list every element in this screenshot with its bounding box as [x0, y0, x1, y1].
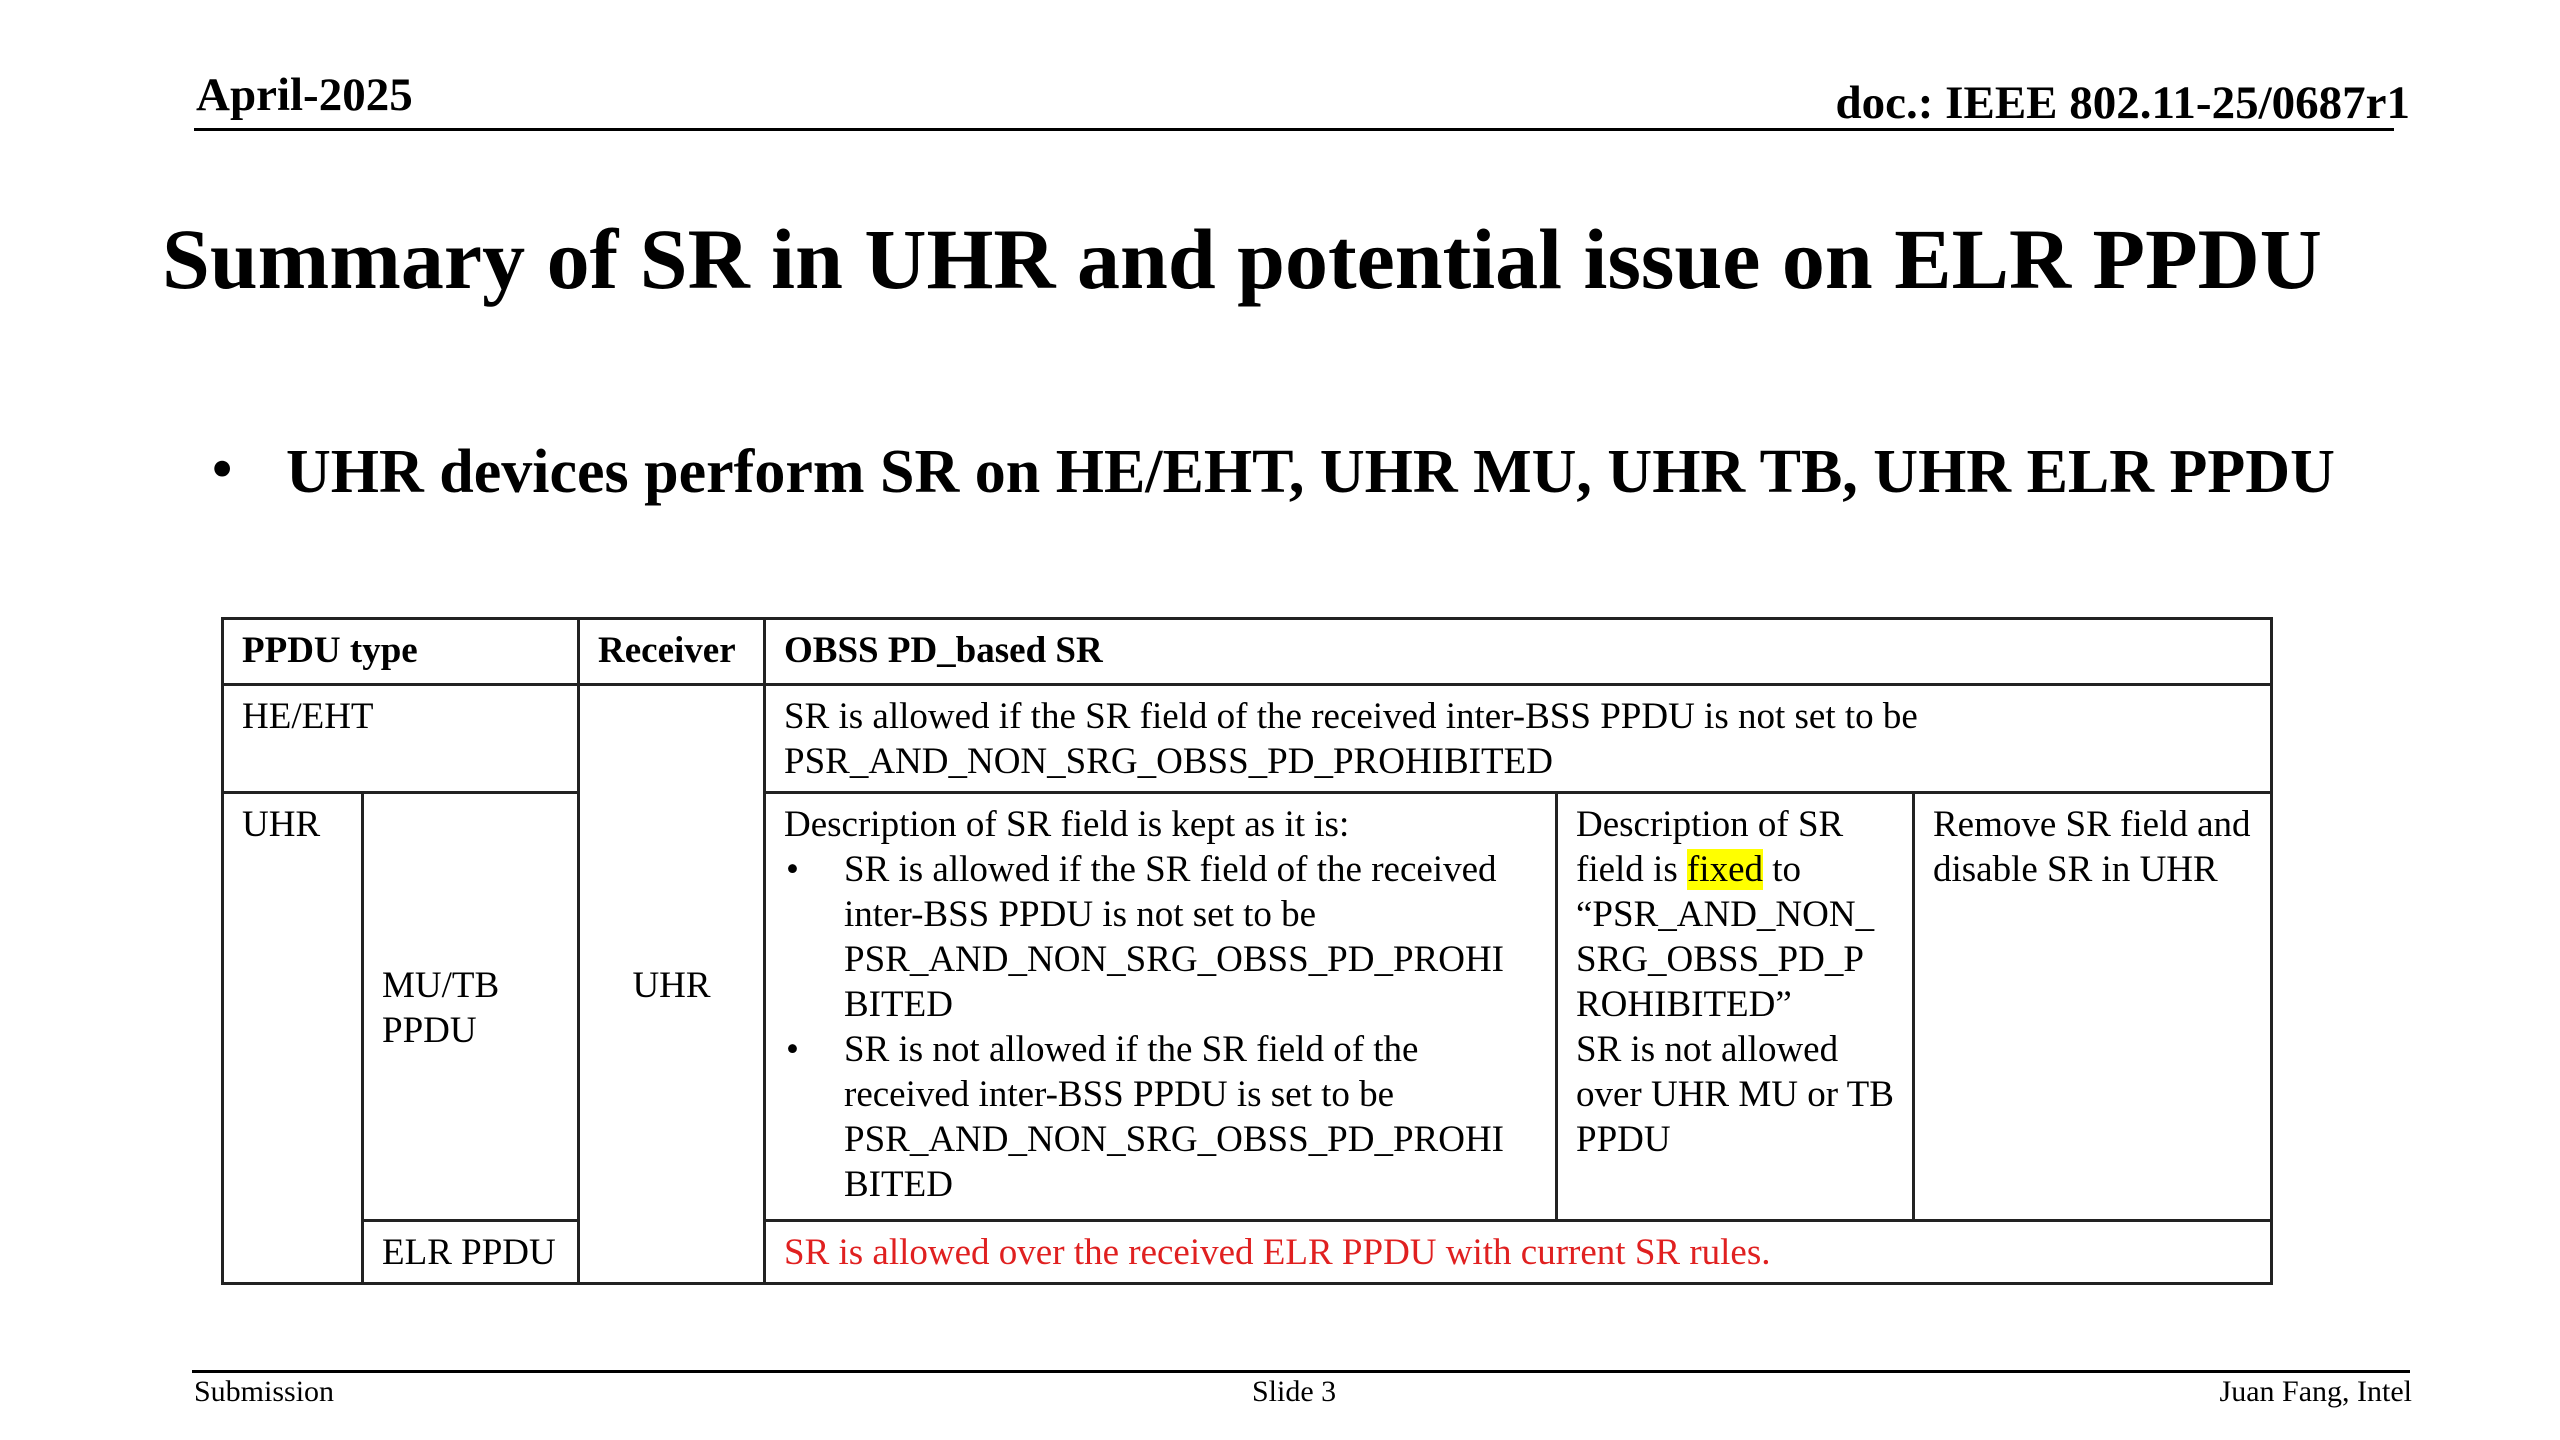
header-doc-id: doc.: IEEE 802.11-25/0687r1	[1835, 77, 2410, 129]
option-fixed-pre: Description of SR field is	[1576, 804, 1844, 890]
footer-author: Juan Fang, Intel	[2219, 1375, 2412, 1408]
option-keep-item: • SR is allowed if the SR field of the received inter-BSS PPDU is not set to be PSR_AND_NON_SRG_OBSS_PD_PROHI BITED	[784, 847, 1537, 1027]
table-row-elr	[223, 1221, 2272, 1284]
header-divider	[194, 128, 2394, 131]
table-row-he-eht	[223, 685, 2272, 793]
cell-option-keep	[765, 793, 1557, 1221]
bullet-marker: •	[212, 436, 233, 501]
cell-option-fixed	[1557, 793, 1914, 1221]
cell-elr-sr: SR is allowed over the received ELR PPDU with current SR rules.	[765, 1221, 2272, 1284]
option-keep-intro: Description of SR field is kept as it is:	[784, 804, 1350, 845]
cell-mu-tb-label: MU/TB PPDU	[363, 793, 579, 1221]
cell-uhr-group: UHR	[223, 793, 363, 1284]
cell-he-eht-type: HE/EHT	[223, 685, 579, 793]
footer-submission: Submission	[194, 1375, 335, 1408]
option-fixed-note: SR is not allowed over UHR MU or TB PPDU	[1576, 1029, 1894, 1160]
bullet-text: UHR devices perform SR on HE/EHT, UHR MU, UHR TB, UHR ELR PPDU	[286, 438, 2335, 506]
option-keep-item: • SR is not allowed if the SR field of the received inter-BSS PPDU is set to be PSR_AND_NON_SRG_OBSS_PD_PROHI BITED	[784, 1027, 1537, 1207]
cell-receiver-uhr: UHR	[579, 685, 765, 1284]
cell-elr-label: ELR PPDU	[363, 1221, 579, 1284]
slide-title: Summary of SR in UHR and potential issue on ELR PPDU	[162, 211, 2322, 307]
table-header-row	[223, 619, 2272, 685]
header-obss-pd-sr: OBSS PD_based SR	[765, 619, 2272, 685]
option-fixed-post: to “PSR_AND_NON_ SRG_OBSS_PD_P ROHIBITED”	[1576, 849, 1875, 1025]
highlighted-word: fixed	[1686, 849, 1764, 890]
footer-divider	[192, 1370, 2410, 1373]
cell-he-eht-sr: SR is allowed if the SR field of the received inter-BSS PPDU is not set to be PSR_AND_NON_SRG_OBSS_PD_PROHIBITED	[765, 685, 2272, 793]
header-ppdu-type: PPDU type	[223, 619, 579, 685]
option-fixed-desc	[1576, 802, 1894, 1027]
option-keep-list	[784, 847, 1537, 1207]
header-date: April-2025	[196, 69, 413, 121]
header-receiver: Receiver	[579, 619, 765, 685]
footer-slide-number: Slide 3	[1252, 1375, 1337, 1408]
sr-summary-table	[221, 617, 2273, 1285]
table-row-uhr-mu-tb	[223, 793, 2272, 1221]
cell-option-remove: Remove SR field and disable SR in UHR	[1914, 793, 2272, 1221]
